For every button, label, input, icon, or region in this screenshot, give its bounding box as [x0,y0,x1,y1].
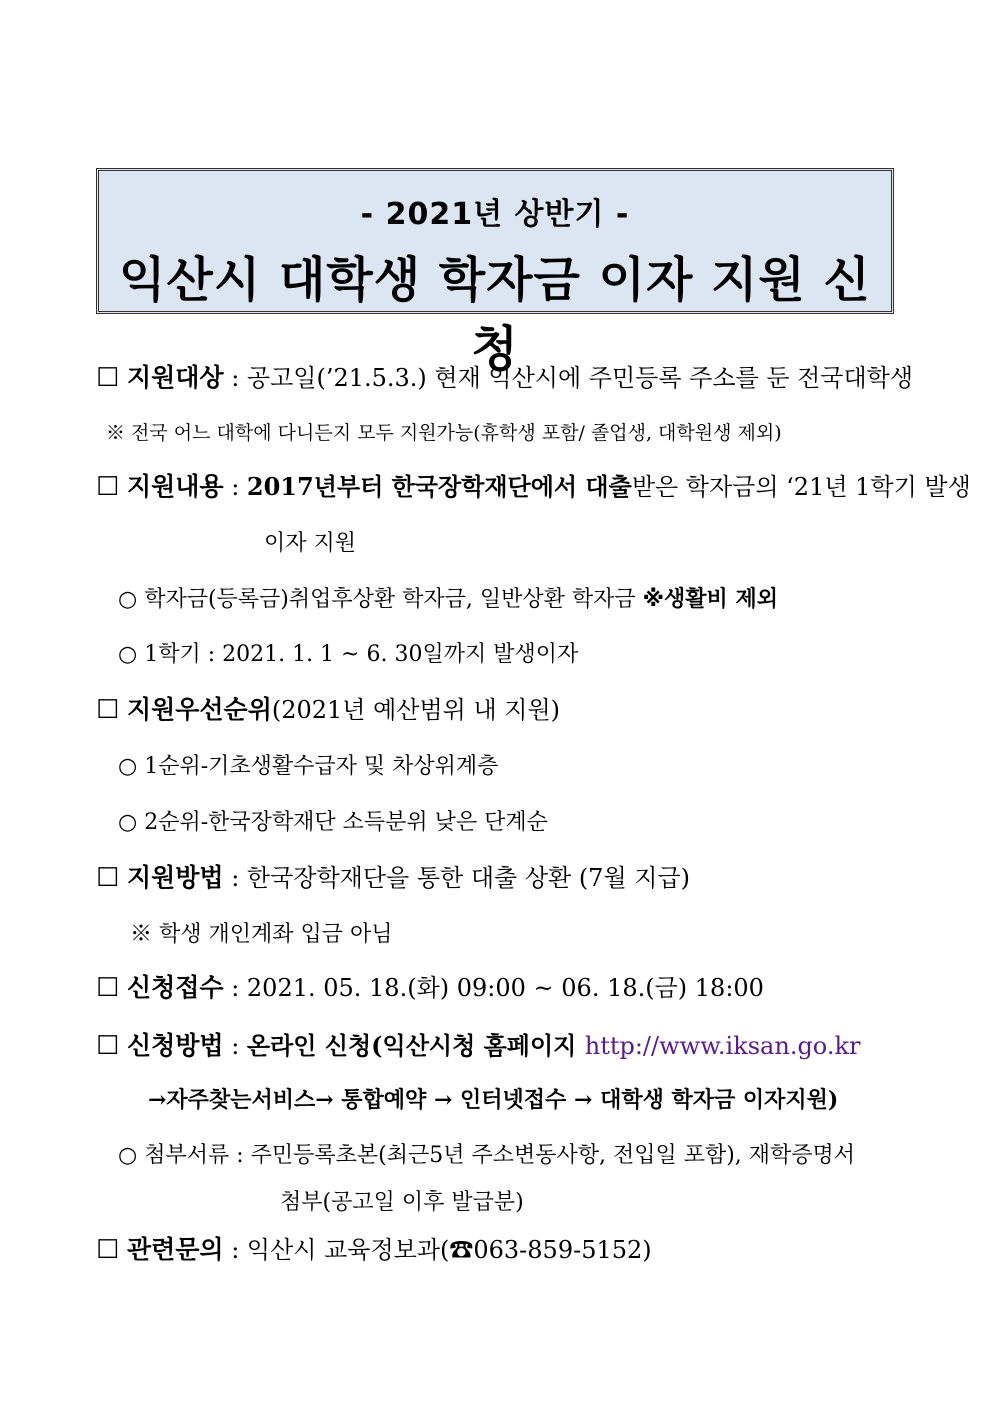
section-text: 한국장학재단을 통한 대출 상환 (7월 지급) [246,864,690,892]
item-text: 2순위-한국장학재단 소득분위 낮은 단계순 [144,810,548,835]
section-text-bold: 2017년부터 한국장학재단에서 대출 [246,472,632,501]
section-apply [96,1026,860,1062]
content-item-2 [118,637,578,668]
item-text: 1순위-기초생활수급자 및 차상위계층 [144,754,499,779]
title-main: 익산시 대학생 학자금 이자 지원 신청 [119,252,871,377]
item-text: 1학기 : 2021. 1. 1 ~ 6. 30일까지 발생이자 [144,642,579,667]
item-text: 학자금(등록금)취업후상환 학자금, 일반상환 학자금 [144,587,643,612]
method-note: ※ 학생 개인계좌 입금 아님 [130,922,393,947]
section-content [96,467,971,503]
separator: : [223,473,247,501]
separator: : [223,974,247,1002]
apply-path: →자주찾는서비스→ 통합예약 → 인터넷접수 → 대학생 학자금 이자지원) [148,1087,839,1113]
section-text: 온라인 신청(익산시청 홈페이지 [246,1031,585,1060]
section-label: 관련문의 [126,1235,224,1264]
checkbox-icon: ☐ [96,863,120,893]
separator: : [223,864,247,892]
circle-bullet-icon: ○ [118,1143,138,1168]
content-item-1 [118,582,778,613]
item-text-bold: ※생활비 제외 [642,587,778,612]
checkbox-icon: ☐ [96,973,120,1003]
checkbox-icon: ☐ [96,695,120,725]
circle-bullet-icon: ○ [118,754,138,779]
section-label: 지원내용 [126,472,224,501]
section-contact [96,1230,652,1266]
section-target [96,358,913,394]
checkbox-icon: ☐ [96,1235,120,1265]
circle-bullet-icon: ○ [118,642,138,667]
section-text: 2021. 05. 18.(화) 09:00 ~ 06. 18.(금) 18:00 [246,974,764,1002]
circle-bullet-icon: ○ [118,587,138,612]
separator: : [223,1032,247,1060]
circle-bullet-icon: ○ [118,810,138,835]
separator: : [223,1236,247,1264]
section-label: 지원방법 [126,863,224,892]
section-label: 지원우선순위 [126,695,272,724]
apply-item-1-continued: 첨부(공고일 이후 발급분) [280,1190,524,1215]
content-text-continued: 이자 지원 [264,531,357,556]
section-label: 신청접수 [126,973,224,1002]
priority-item-2 [118,805,548,836]
checkbox-icon: ☐ [96,1031,120,1061]
homepage-link[interactable]: http://www.iksan.go.kr [584,1032,861,1060]
target-note: ※ 전국 어느 대학에 다니든지 모두 지원가능(휴학생 포함/ 졸업생, 대학원생 제외) [106,422,782,444]
checkbox-icon: ☐ [96,363,120,393]
checkbox-icon: ☐ [96,472,120,502]
apply-item-1 [118,1138,855,1169]
section-priority [96,690,560,726]
section-text: 공고일(’21.5.3.) 현재 익산시에 주민등록 주소를 둔 전국대학생 [246,364,914,392]
section-method [96,858,690,894]
section-label: 지원대상 [126,363,224,392]
section-text: 익산시 교육정보과(☎063-859-5152) [246,1236,652,1264]
section-period [96,968,764,1004]
item-text: 첨부서류 : 주민등록초본(최근5년 주소변동사항, 전입일 포함), 재학증명서 [144,1143,856,1168]
title-box [96,168,894,377]
title-subtitle: - 2021년 상반기 - [360,197,630,232]
priority-item-1 [118,749,498,780]
section-label: 신청방법 [126,1031,224,1060]
section-text: (2021년 예산범위 내 지원) [271,696,561,724]
section-text: 받은 학자금의 ‘21년 1학기 발생 [631,473,971,501]
separator: : [223,364,247,392]
